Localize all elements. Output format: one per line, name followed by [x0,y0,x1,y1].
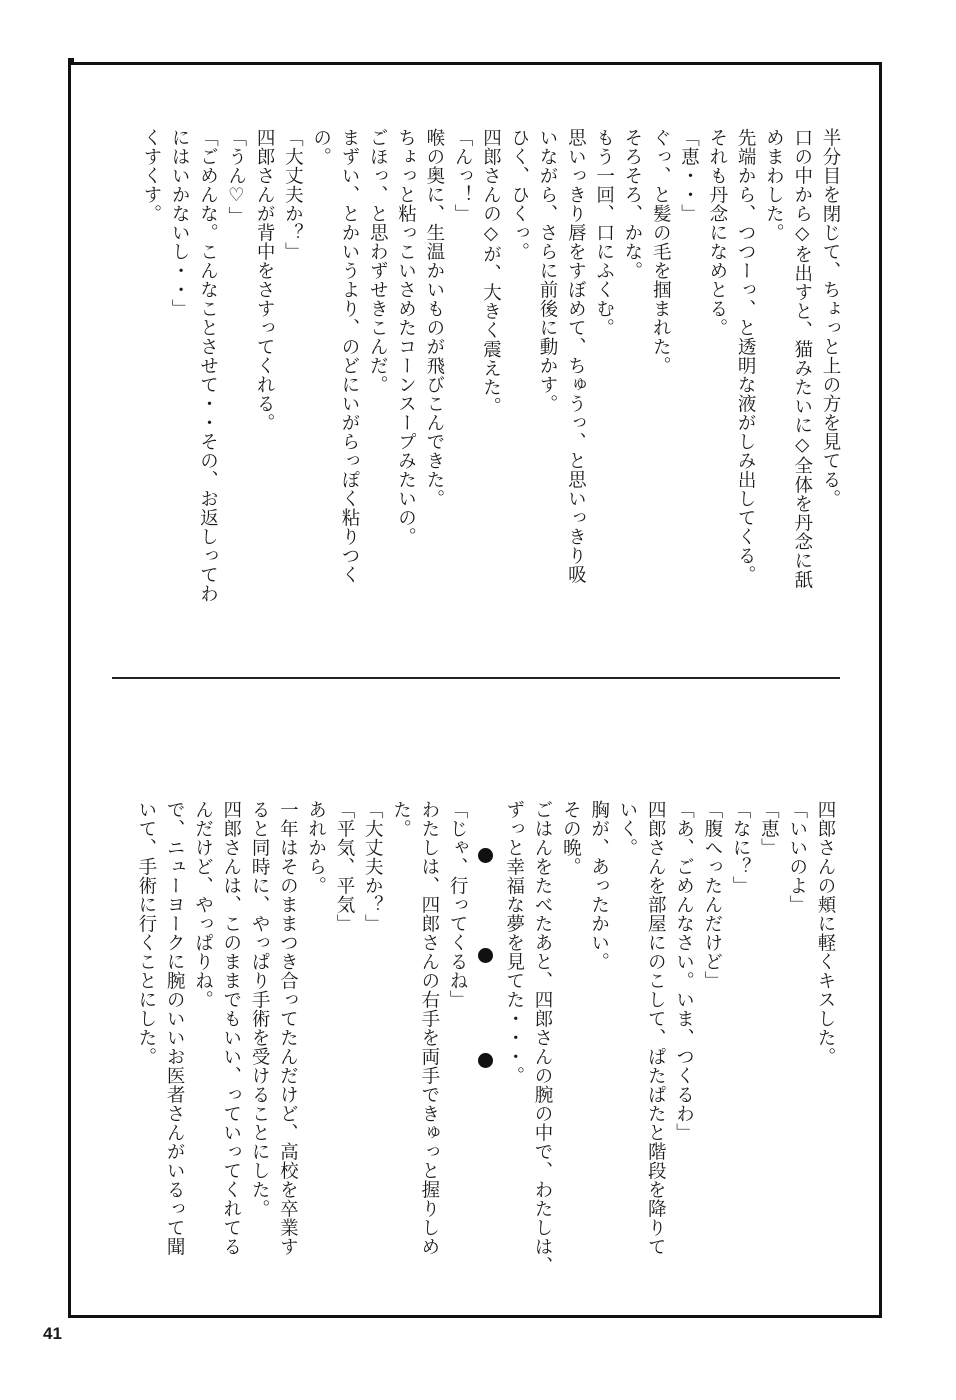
section-divider [112,677,840,679]
text-line: もう一回、口にふくむ。 [593,128,615,337]
text-line: 思いっきり唇をすぼめて、ちゅうっ、と思いっきり吸 [565,128,587,584]
text-line: 「腹へったんだけど」 [701,800,723,990]
text-line: 胸が、あったかい。 [588,800,610,971]
text-line: 四郎さんの頬に軽くキスした。 [815,800,836,1066]
text-line: 四郎さんを部屋にのこして、ぱたぱたと階段を降りて [645,800,667,1256]
text-line: 「恵」 [758,800,780,857]
text-line: ると同時に、やっぱり手術を受けることにした。 [249,800,271,1218]
scene-break-dot-icon [478,848,493,863]
text-line: その晩。 [560,800,582,876]
text-line: ひく、ひくっ。 [508,128,530,261]
text-line: ずっと幸福な夢を見てた・・・。 [503,800,525,1085]
text-line: で、ニューヨークに腕のいいお医者さんがいるって聞 [164,800,186,1256]
text-line: あれから。 [305,800,327,895]
text-line: 四郎さんの◇が、大きく震えた。 [480,128,502,416]
text-line: 「うん♡」 [225,128,247,226]
text-line: 口の中から◇を出すと、猫みたいに◇全体を丹念に舐 [791,128,813,589]
scene-break-dot-icon [478,1053,493,1068]
text-line: 「あ、ごめんなさい。いま、つくるわ」 [673,800,695,1142]
text-line: 四郎さんが背中をさすってくれる。 [254,128,276,432]
text-line: 先端から、つつーっ、と透明な液がしみ出してくる。 [735,128,757,584]
text-line: 半分目を閉じて、ちょっと上の方を見てる。 [820,128,841,508]
text-line: ぐっ、と髪の毛を掴まれた。 [650,128,672,375]
text-line: 「じゃ、行ってくるね」 [447,800,469,1009]
page-number: 41 [43,1324,62,1343]
text-line: んだけど、やっぱりね。 [192,800,214,1009]
text-line: くすくす。 [140,128,162,223]
text-line: た。 [390,800,412,838]
text-line: そろそろ、かな。 [621,128,643,280]
text-line: 「平気、平気」 [333,800,355,933]
text-line: いて、手術に行くことにした。 [135,800,157,1066]
text-line: 「ごめんな。こんなことさせて・・その、お返しってわ [197,128,219,603]
text-line: 喉の奥に、生温かいものが飛びこんできた。 [423,128,445,508]
text-line: 「恵・・」 [678,128,700,223]
scene-break-dots [471,800,499,1270]
text-line: まずい、とかいうより、のどにいがらっぽく粘りつく [338,128,360,584]
text-line: ごほっ、と思わずせきこんだ。 [367,128,389,394]
text-line: 「いいのよ」 [786,800,808,914]
text-line: わたしは、四郎さんの右手を両手できゅっと握りしめ [418,800,440,1256]
text-line: 「大丈夫か？」 [362,800,384,933]
text-line: 「んっ！」 [452,128,474,223]
text-line: ちょっと粘っこいさめたコーンスープみたいの。 [395,128,417,546]
scene-break-dot-icon [478,948,493,963]
text-line: 一年はそのままつき合ってたんだけど、高校を卒業す [277,800,299,1256]
text-line: いながら、さらに前後に動かす。 [537,128,559,413]
top-text-block [137,128,844,608]
text-line: 「大丈夫か？」 [282,128,304,261]
bottom-text-block [132,800,839,1275]
text-line: にはいかないし・・」 [169,128,191,318]
text-line: 「なに？」 [730,800,752,895]
text-line: めまわした。 [763,128,785,242]
text-line: の。 [310,128,332,166]
text-line: いく。 [616,800,638,857]
text-line: ごはんをたべたあと、四郎さんの腕の中で、わたしは、 [532,800,554,1275]
text-line: 四郎さんは、このままでもいい、っていってくれてる [220,800,242,1256]
text-line: それも丹念になめとる。 [706,128,728,337]
